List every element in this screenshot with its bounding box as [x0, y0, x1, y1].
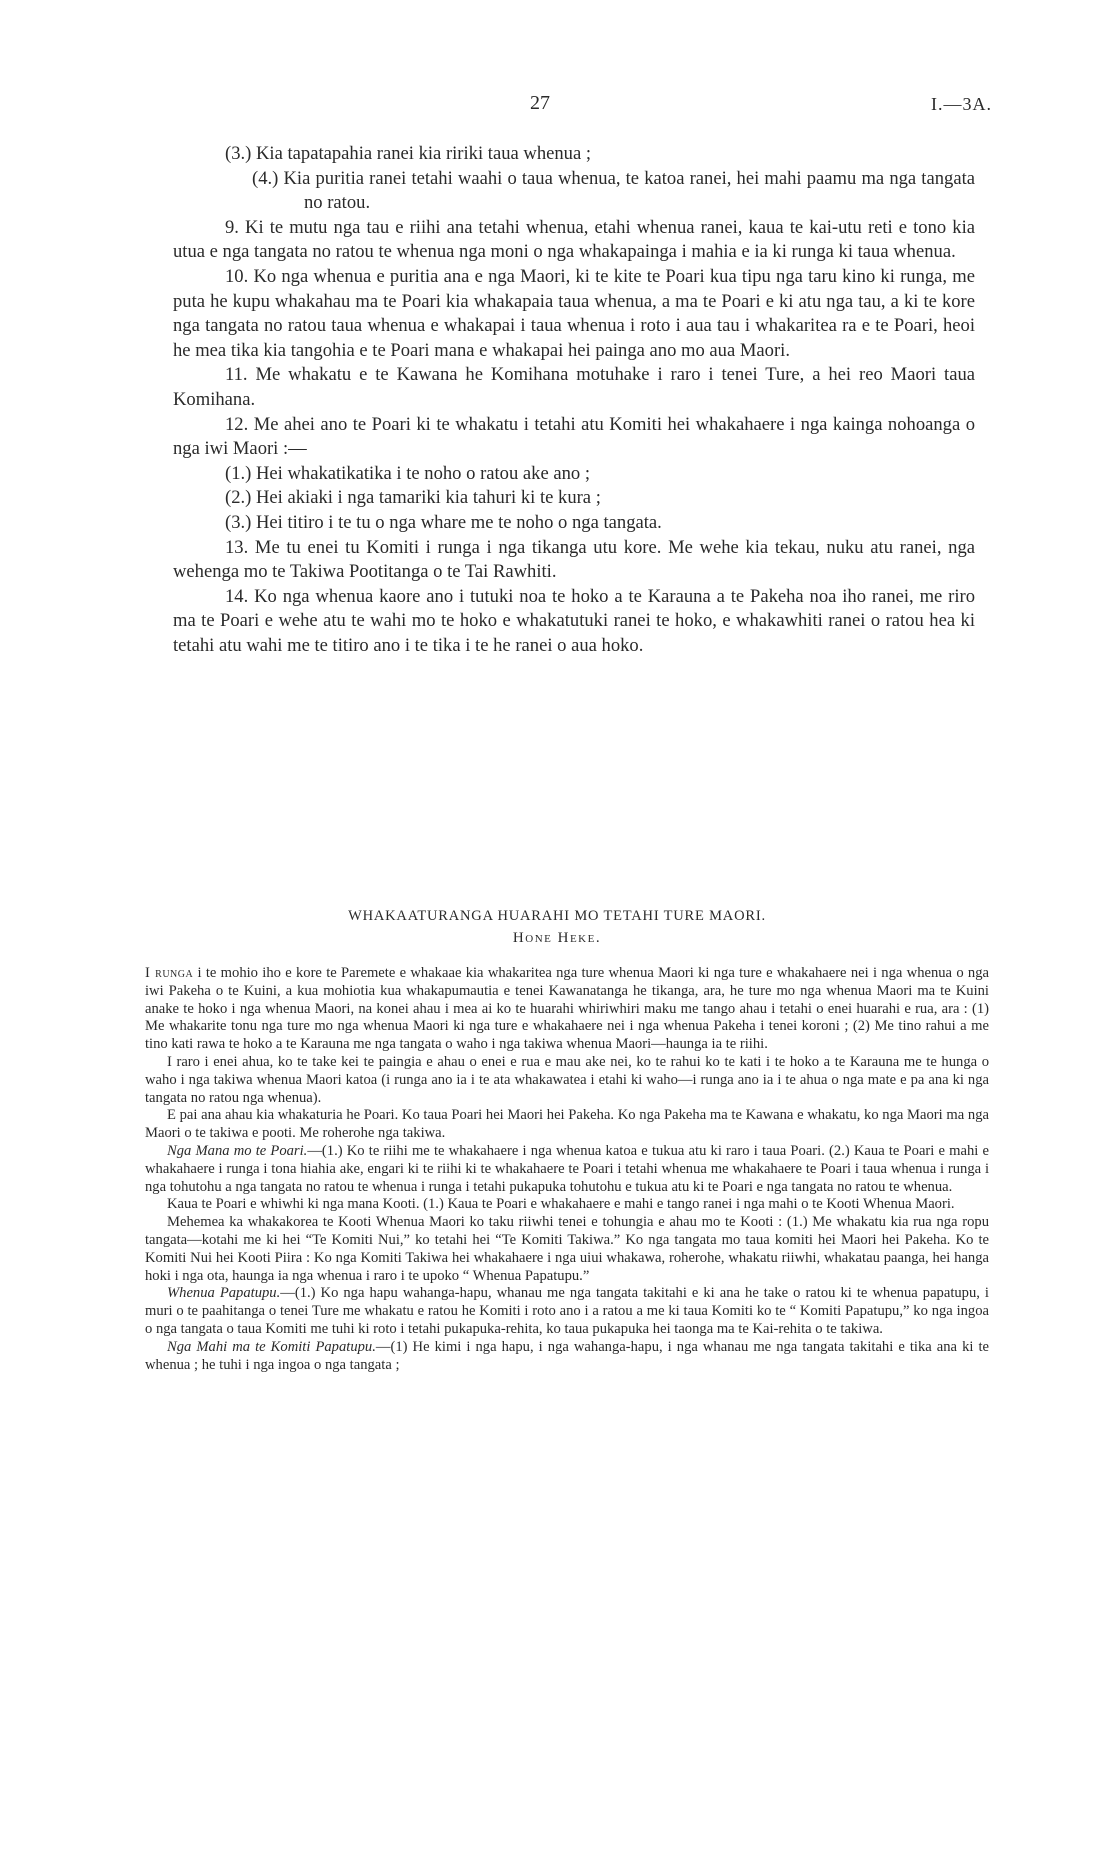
paragraph-4-heading: Nga Mana mo te Poari. — [167, 1142, 308, 1159]
clause-14: 14. Ko nga whenua kaore ano i tutuki noa te hoko a te Karauna a te Pakeha noa iho ranei, me riro ma te Poari e wehe atu te wahi mo te hoko e whakatutuki ranei te hoko, e whakawhiti ranei o ratou hea ki tetahi atu wahi me te titiro ano i te tika i te he ranei o aua hoko. — [173, 585, 975, 656]
paragraph-2: I raro i enei ahua, ko te take kei te paingia e ahau o enei e rua e mau ake nei, ko te rahui ko te kati i te hoko a te Karauna me te hunga o waho i nga takiwa whenua Maori katoa (i runga ano ia i te ata whakawatea i etahi ki waho—i runga ano ia i te ahua o nga mate e pa ana ki nga tangata no ratou nga whenua). — [145, 1053, 989, 1106]
page-number: 27 — [530, 92, 550, 114]
paragraph-7 — [145, 1285, 989, 1338]
document-title: WHAKAATURANGA HUARAHI MO TETAHI TURE MAORI. — [348, 908, 766, 924]
clause-11: 11. Me whakatu e te Kawana he Komihana motuhake i raro i tenei Ture, a hei reo Maori taua Komihana. — [173, 364, 975, 410]
paragraph-1 — [145, 965, 989, 1054]
section-heading — [0, 908, 1114, 947]
paragraph-4-text: —(1.) Ko te riihi me te whakahaere i nga whenua katoa e tukua atu ki raro i taua Poari. (2.) Kaua te Poari e mahi e whakahaere i runga i tona hiahia ake, engari ki te riihi ki te whakahaere te Poari i tetahi whenua me whakahaere te Poari i taua whenua i runga i nga tohutohu a nga tangata no ratou te whenua i runga i tetahi pukapuka tohutohu e tukua atu ki te Poari e nga tangata no ratou te whenua. — [145, 1142, 989, 1195]
clause-10: 10. Ko nga whenua e puritia ana e nga Maori, ki te kite te Poari kua tipu nga taru kino ki runga, me puta he kupu whakahau ma te Poari kia whakapaia taua whenua, a ma te Poari e ki atu nga tau, a ki te kore nga tangata no ratou taua whenua e whakapai i taua whenua i roto i aua tau i whakaritea ra e te Poari, heoi he mea tika kia tangohia e te Poari mana e whakapai hei painga ano mo aua Maori. — [173, 265, 975, 361]
page-header — [0, 92, 1114, 122]
paragraph-4 — [145, 1143, 989, 1196]
paragraph-7-text: —(1.) Ko nga hapu wahanga-hapu, whanau me nga tangata takitahi e ki ana he take o ratou ki te whenua papatupu, i muri o te paahitanga o tenei Ture me whakatu e ratou he Komiti i roto ano i a ratou a me ki taua Komiti ko te “ Komiti Papatupu,” ko nga ingoa o nga tangata o taua Komiti me tuhi ki roto i tetahi pukapuka-rehita, ko taua pukapuka hei taonga ma te Kai-rehita o te takiwa. — [145, 1285, 989, 1337]
paragraph-5: Kaua te Poari e whiwhi ki nga mana Kooti. (1.) Kaua te Poari e whakahaere e mahi e tango ranei i nga mahi o te Kooti Whenua Maori. — [167, 1196, 955, 1213]
author-name: Hone Heke. — [512, 930, 602, 946]
lower-section — [145, 965, 989, 1374]
upper-section — [173, 142, 975, 658]
paragraph-1-text: i te mohio iho e kore te Paremete e whakaae kia whakaritea nga ture whenua Maori ki nga ture e whakahaere nei i nga whenua o nga iwi Pakeha o te Kuini, a kua mohiotia kua whakapumautia e tenei Kawanatanga he tikanga, ara, he ture mo nga whenua Maori ma te Kuini anake te hoko i nga whenua Maori, na konei ahau i mea ai ko te huarahi whiriwhiri maku me tango ahau i tetahi o enei huarahi e rua, ara : (1) Me whakarite tonu nga ture mo nga whenua Maori ki nga ture e whakahaere nei i nga whenua Pakeha i tenei koroni ; (2) Me tino rahui a me tino kati rawa te hoko a te Karauna me nga tangata o waho i nga takiwa whenua Maori—haunga ia te riihi. — [145, 965, 989, 1053]
clause-12-item-1: (1.) Hei whakatikatika i te noho o ratou ake ano ; — [225, 462, 591, 484]
paragraph-8-text: —(1) He kimi i nga hapu, i nga wahanga-hapu, i nga whanau me nga tangata takitahi e tika ana ki te whenua ; he tuhi i nga ingoa o nga tangata ; — [145, 1338, 989, 1373]
paragraph-8-heading: Nga Mahi ma te Komiti Papatupu. — [167, 1338, 376, 1355]
clause-9: 9. Ki te mutu nga tau e riihi ana tetahi whenua, etahi whenua ranei, kaua te kai-utu reti e tono kia utua e nga tangata no ratou te whenua nga moni o nga whakapainga i mahia e ia ki runga ki taua whenua. — [173, 216, 975, 263]
clause-12: 12. Me ahei ano te Poari ki te whakatu i tetahi atu Komiti hei whakahaere i nga kainga nohoanga o nga iwi Maori :— — [173, 413, 975, 460]
clause-12-item-3: (3.) Hei titiro i te tu o nga whare me te noho o nga tangata. — [225, 511, 662, 533]
clause-sub-4: (4.) Kia puritia ranei tetahi waahi o taua whenua, te katoa ranei, hei mahi paamu ma nga tangata no ratou. — [252, 167, 975, 214]
paragraph-1-lead: I runga — [145, 965, 194, 981]
clause-13: 13. Me tu enei tu Komiti i runga i nga tikanga utu kore. Me wehe kia tekau, nuku atu ranei, nga wehenga mo te Takiwa Pootitanga o te Tai Rawhiti. — [173, 536, 975, 583]
paragraph-8 — [145, 1339, 989, 1375]
paragraph-7-heading: Whenua Papatupu. — [167, 1285, 281, 1302]
clause-12-item-2: (2.) Hei akiaki i nga tamariki kia tahuri ki te kura ; — [225, 487, 601, 509]
paragraph-6: Mehemea ka whakakorea te Kooti Whenua Maori ko taku riiwhi tenei e tohungia e ahau mo te Kooti : (1.) Me whakatu kia rua nga ropu tangata—kotahi me ki hei “Te Komiti Nui,” ko tetahi hei “Te Komiti Takiwa.” Ko nga tangata mo taua komiti hei Maori hei Pakeha. Ko te Komiti Nui hei Kooti Piira : Ko nga Komiti Takiwa hei whakahaere i nga uiui whakawa, roherohe, whakatu riiwhi, whakatau paanga, hei hanga hoki i nga ota, haunga ia nga whenua i raro i te upoko “ Whenua Papatupu.” — [145, 1214, 989, 1284]
paragraph-3: E pai ana ahau kia whakaturia he Poari. Ko taua Poari hei Maori hei Pakeha. Ko nga Pakeha ma te Kawana e whakatu, ko nga Maori ma nga Maori o te takiwa e pooti. Me roherohe nga takiwa. — [145, 1107, 989, 1142]
series-reference: I.—3A. — [931, 94, 992, 114]
clause-sub-3: (3.) Kia tapatapahia ranei kia ririki taua whenua ; — [225, 143, 592, 164]
